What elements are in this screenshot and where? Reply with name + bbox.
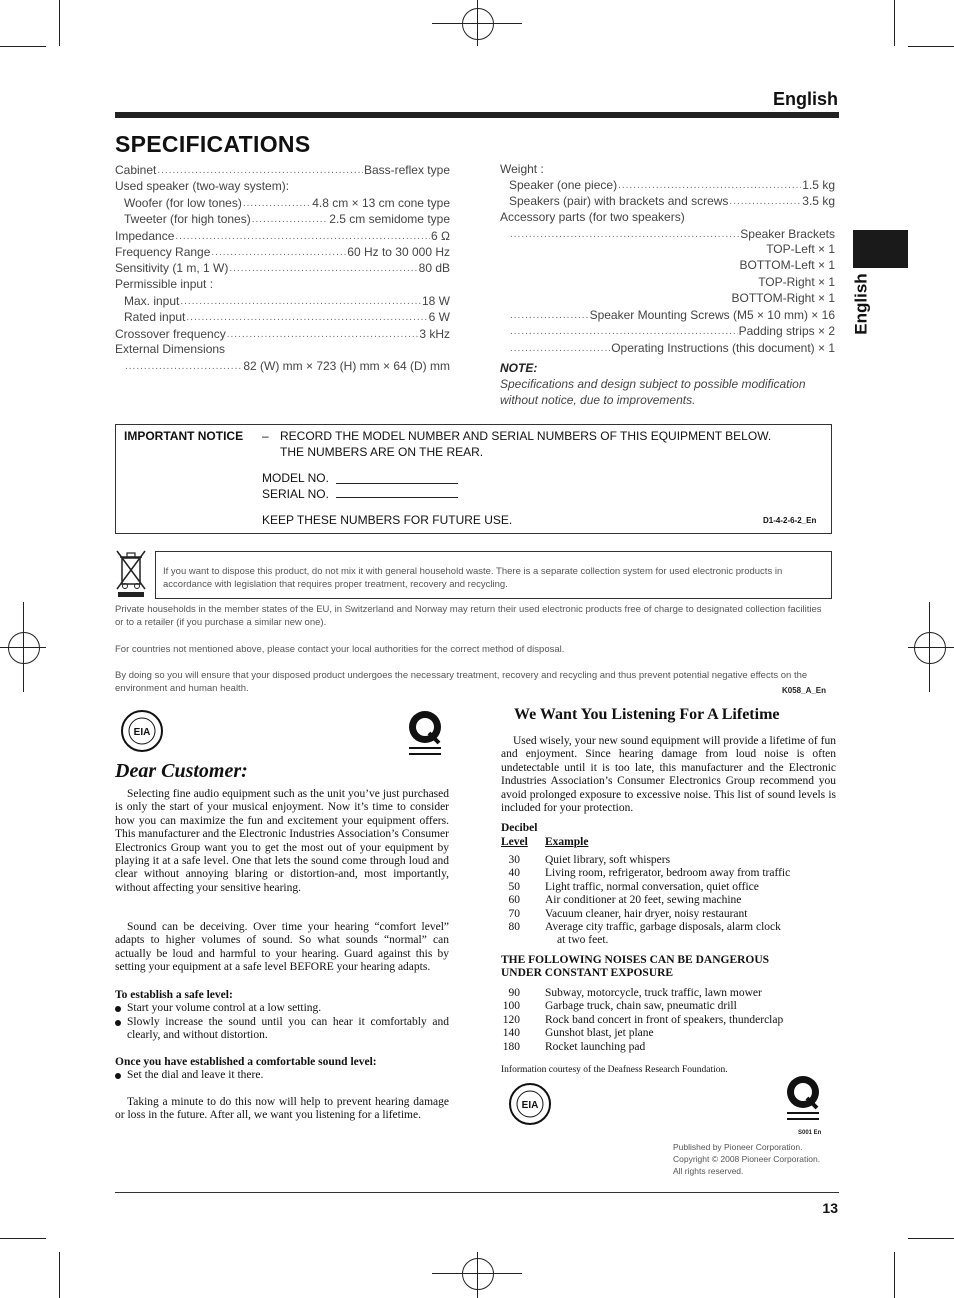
spec-impedance: Impedance ..... 6 Ω xyxy=(115,228,450,243)
registration-mark-icon xyxy=(8,632,40,664)
spec-brackets: ..... Speaker Brackets xyxy=(509,226,835,241)
spec-weight: Weight : xyxy=(500,162,544,176)
note-heading: NOTE: xyxy=(500,361,538,375)
comfortable-level-heading: Once you have established a comfortable sound level: xyxy=(115,1056,377,1068)
page-number: 13 xyxy=(822,1200,838,1216)
notice-keep: KEEP THESE NUMBERS FOR FUTURE USE. xyxy=(262,513,513,527)
spec-cabinet: Cabinet ..... Bass-reflex type xyxy=(115,162,450,177)
disposal-para3: By doing so you will ensure that your disposed product undergoes the necessary treatment, recovery and recycling and thus prevent potential negative effects on the environment and human health. xyxy=(115,670,808,694)
side-tab-block xyxy=(853,230,908,268)
crop-mark xyxy=(908,1238,954,1239)
footer-rule xyxy=(115,1192,839,1193)
courtesy-note: Information courtesy of the Deafness Research Foundation. xyxy=(501,1065,728,1075)
notice-line2: THE NUMBERS ARE ON THE REAR. xyxy=(280,445,484,459)
column-level: Level xyxy=(501,836,528,848)
publisher-info: Published by Pioneer Corporation. Copyright © 2008 Pioneer Corporation. All rights reserved. xyxy=(673,1142,821,1176)
registration-line xyxy=(929,602,930,692)
crop-mark xyxy=(0,46,46,47)
dear-customer-p3: Taking a minute to do this now will help to prevent hearing damage or loss in the future. After all, we want you listening for a lifetime. xyxy=(115,1096,449,1122)
danger-heading-line1: THE FOLLOWING NOISES CAN BE DANGEROUS xyxy=(501,954,770,966)
spec-accessory: Accessory parts (for two speakers) xyxy=(500,210,685,224)
spec-used-speaker: Used speaker (two-way system): xyxy=(115,179,290,193)
registration-line xyxy=(908,647,954,648)
disposal-box: If you want to dispose this product, do not mix it with general household waste. There is a separate collection system for used electronic products in accordance with legislation that requires proper treatment, recovery and recycling. xyxy=(155,551,832,599)
table-row: 70 Vacuum cleaner, hair dryer, noisy restaurant xyxy=(508,908,748,920)
side-tab-language: English xyxy=(851,273,871,335)
registration-mark-icon xyxy=(914,632,946,664)
spec-dimensions: ..... 82 (W) mm × 723 (H) mm × 64 (D) mm xyxy=(124,358,450,373)
table-row: 120 Rock band concert in front of speakers, thunderclap xyxy=(502,1014,784,1026)
notice-line1: RECORD THE MODEL NUMBER AND SERIAL NUMBERS OF THIS EQUIPMENT BELOW. xyxy=(280,429,772,443)
table-row: 90 Subway, motorcycle, truck traffic, lawn mower xyxy=(508,987,762,999)
crop-mark xyxy=(59,0,60,46)
lifetime-title: We Want You Listening For A Lifetime xyxy=(514,706,780,723)
spec-top-left: TOP-Left × 1 xyxy=(766,242,835,256)
spec-bottom-right: BOTTOM-Right × 1 xyxy=(731,291,835,305)
registration-line xyxy=(23,602,24,692)
registration-mark-icon xyxy=(462,1258,494,1290)
spec-top-right: TOP-Right × 1 xyxy=(758,275,835,289)
disposal-para1: Private households in the member states of the EU, in Switzerland and Norway may return their used electronic products free of charge to designated collection facilities or to a retailer (if you purchase a similar new one). xyxy=(115,604,822,628)
table-row: 80 Average city traffic, garbage disposals, alarm clock xyxy=(508,921,781,933)
svg-text:EIA: EIA xyxy=(521,1100,539,1111)
crop-mark xyxy=(59,1252,60,1298)
header-rule xyxy=(115,112,839,118)
model-no-label: MODEL NO. xyxy=(262,471,329,485)
table-row: 100 Garbage truck, chain saw, pneumatic drill xyxy=(502,1000,737,1012)
registration-mark-icon xyxy=(462,8,494,40)
crop-mark xyxy=(0,1238,46,1239)
notice-code: D1-4-2-6-2_En xyxy=(763,516,817,525)
quality-listening-logo-icon xyxy=(407,709,443,761)
spec-speakers-pair: Speakers (pair) with brackets and screws ..... 3.5 kg xyxy=(509,193,835,208)
spec-external: External Dimensions xyxy=(115,342,226,356)
page-title: SPECIFICATIONS xyxy=(115,131,311,157)
model-no-line xyxy=(336,483,458,484)
registration-line xyxy=(477,0,478,46)
spec-frequency: Frequency Range ..... 60 Hz to 30 000 Hz xyxy=(115,244,450,259)
important-notice-box xyxy=(115,424,832,534)
column-decibel: Decibel xyxy=(501,822,538,834)
registration-line xyxy=(477,1252,478,1298)
notice-label: IMPORTANT NOTICE xyxy=(124,429,244,443)
dear-customer-title: Dear Customer: xyxy=(115,760,248,782)
spec-padding: ..... Padding strips × 2 xyxy=(509,323,835,338)
spec-tweeter: Tweeter (for high tones) ..... 2.5 cm semidome type xyxy=(124,211,450,226)
spec-bottom-left: BOTTOM-Left × 1 xyxy=(739,258,835,272)
danger-heading-line2: UNDER CONSTANT EXPOSURE xyxy=(501,967,674,979)
table-row-continuation: at two feet. xyxy=(557,934,609,946)
serial-no-label: SERIAL NO. xyxy=(262,487,329,501)
notice-dash: – xyxy=(262,429,269,443)
lifetime-code: S001 En xyxy=(798,1130,822,1136)
crop-mark xyxy=(908,46,954,47)
safe-level-heading: To establish a safe level: xyxy=(115,989,233,1001)
header-language: English xyxy=(772,89,838,109)
crop-mark xyxy=(894,0,895,46)
spec-crossover: Crossover frequency ..... 3 kHz xyxy=(115,326,450,341)
table-row: 180 Rocket launching pad xyxy=(502,1041,646,1053)
spec-max-input: Max. input ..... 18 W xyxy=(124,293,450,308)
disposal-para2: For countries not mentioned above, please contact your local authorities for the correct method of disposal. xyxy=(115,644,565,655)
table-row: 140 Gunshot blast, jet plane xyxy=(502,1027,654,1039)
spec-rated-input: Rated input ..... 6 W xyxy=(124,309,450,324)
spec-permissible: Permissible input : xyxy=(115,277,214,291)
svg-text:EIA: EIA xyxy=(133,727,151,738)
crop-mark xyxy=(894,1252,895,1298)
spec-instructions: ..... Operating Instructions (this document) × 1 xyxy=(509,340,835,355)
spec-speaker-one: Speaker (one piece) ..... 1.5 kg xyxy=(509,177,835,192)
disposal-code: K058_A_En xyxy=(782,686,827,695)
spec-sensitivity: Sensitivity (1 m, 1 W) ..... 80 dB xyxy=(115,260,450,275)
dear-customer-p2: Sound can be deceiving. Over time your hearing “comfort level” adapts to higher volumes of sound. So what sounds “normal” can actually be loud and harmful to your hearing. Guard against this by setting your equipment at a safe level BEFORE your hearing adapts. xyxy=(115,921,449,974)
eia-logo-icon xyxy=(509,1082,551,1126)
crossed-bin-icon xyxy=(114,548,148,598)
quality-listening-logo-icon xyxy=(785,1074,821,1126)
dear-customer-p1: Selecting fine audio equipment such as the unit you’ve just purchased is only the start of your musical enjoyment. Now it’s time to consider how you can maximize the fun and excitement your equipment offers. This manufacturer and the Electronic Industries Association’s Consumer Electronics Group want you to get the most out of your equipment by playing it at a safe level. One that lets the sound come through loud and clear without annoying blaring or distortion-and, most importantly, without affecting your sensitive hearing. xyxy=(115,788,449,894)
safe-level-bullet: Start your volume control at a low setting. xyxy=(115,1002,449,1015)
spec-woofer: Woofer (for low tones) ..... 4.8 cm × 13 cm cone type xyxy=(124,195,450,210)
comfortable-level-bullet: Set the dial and leave it there. xyxy=(115,1069,449,1082)
safe-level-bullet: Slowly increase the sound until you can hear it comfortably and clearly, and without distortion. xyxy=(115,1016,449,1043)
eia-logo-icon xyxy=(121,709,163,753)
table-row: 60 Air conditioner at 20 feet, sewing machine xyxy=(508,894,742,906)
note-text: Specifications and design subject to possible modification without notice, due to improvements. xyxy=(500,377,806,407)
table-row: 50 Light traffic, normal conversation, quiet office xyxy=(508,881,759,893)
spec-screws: ..... Speaker Mounting Screws (M5 × 10 mm) × 16 xyxy=(509,307,835,322)
column-example: Example xyxy=(545,836,589,848)
lifetime-intro: Used wisely, your new sound equipment will provide a lifetime of fun and enjoyment. Since hearing damage from loud noise is often undetectable until it is too late, this manufacturer and the Electronic Industries Association’s Consumer Electronics Group recommend you avoid prolonged exposure to excessive noise. This list of sound levels is included for your protection. xyxy=(501,735,836,815)
table-row: 30 Quiet library, soft whispers xyxy=(508,854,671,866)
table-row: 40 Living room, refrigerator, bedroom away from traffic xyxy=(508,867,791,879)
serial-no-line xyxy=(336,497,458,498)
